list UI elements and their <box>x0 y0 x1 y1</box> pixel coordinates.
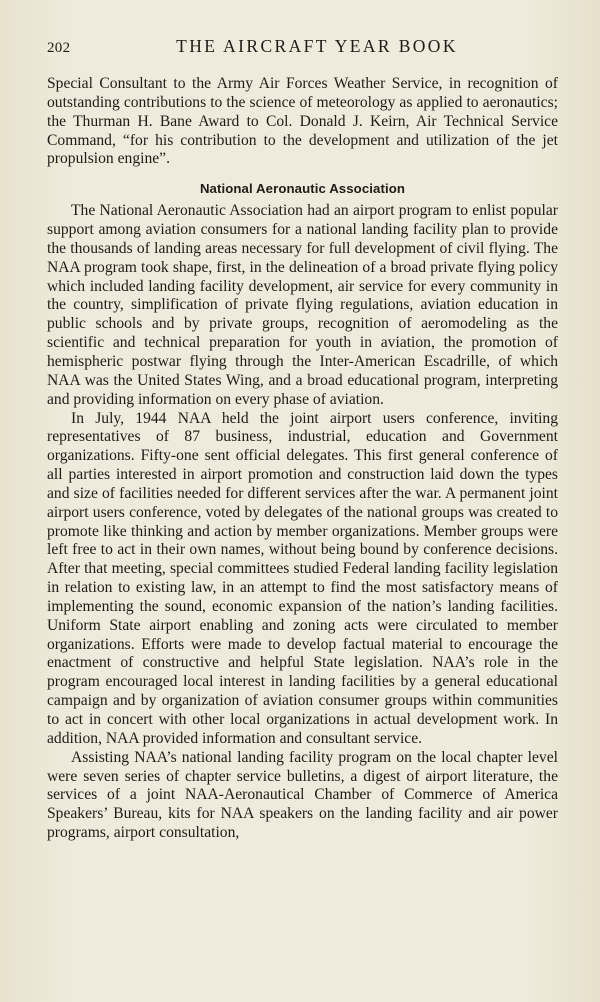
paragraph: Assisting NAA’s national landing facility program on the local chapter level were seven series of chapter service bulletins, a digest of airport literature, the services of a joint NAA-Aeronautical Chamber of Commerce of America Speakers’ Bureau, kits for NAA speakers on the landing facility and air power programs, airport consultation, <box>47 748 558 842</box>
body-text <box>47 75 558 843</box>
paragraph: In July, 1944 NAA held the joint airport users conference, inviting representatives of 87 business, industrial, education and Government organizations. Fifty-one sent official delegates. This first general conference of all parties interested in airport promotion and construction laid down the types and size of facilities needed for different services after the war. A permanent joint airport users conference, voted by delegates of the national groups was created to promote like thinking and action by member organizations. Member groups were left free to act in their own names, without being bound by conference decisions. After that meeting, special committees studied Federal landing facility legislation in relation to existing law, in an attempt to find the most satisfactory means of implementing the sound, economic expansion of the nation’s landing facilities. Uniform State airport enabling and zoning acts were circulated to member organizations. Efforts were made to develop factual material to encourage the enactment of constructive and helpful State legislation. NAA’s role in the program encouraged local interest in landing facilities by a general educational campaign and by organization of aviation consumer groups within communities to act in concert with other local organizations in actual development work. In addition, NAA provided information and consultant service. <box>47 409 558 747</box>
paragraph: The National Aeronautic Association had an airport program to enlist popular support among aviation consumers for a national landing facility plan to provide the thousands of landing areas necessary for full development of civil flying. The NAA program took shape, first, in the delineation of a broad private flying policy which included landing facility development, air service for every community in the country, simplification of private flying regulations, aviation education in public schools and by private groups, recognition of aeromodeling as the scientific and technical preparation for youth in aviation, the promotion of hemispheric postwar flying through the Inter-American Escadrille, of which NAA was the United States Wing, and a broad educational program, interpreting and providing information on every phase of aviation. <box>47 202 558 408</box>
running-title: THE AIRCRAFT YEAR BOOK <box>176 36 458 56</box>
page-number: 202 <box>47 40 71 56</box>
running-head <box>47 36 559 58</box>
section-heading: National Aeronautic Association <box>199 181 406 197</box>
opening-paragraph: Special Consultant to the Army Air Forces Weather Service, in recognition of outstanding contributions to the science of meteorology as applied to aeronautics; the Thurman H. Bane Award to Col. Donald J. Keirn, Air Technical Service Command, “for his contribution to the development and utilization of the jet propulsion engine”. <box>47 75 558 168</box>
